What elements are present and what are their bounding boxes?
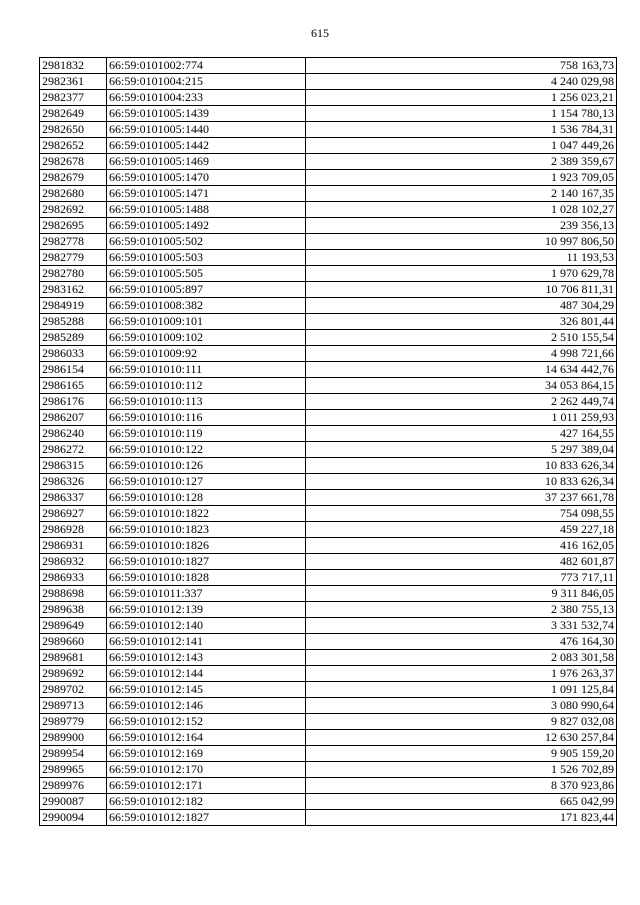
- object-id-cell: 2986165: [40, 378, 107, 394]
- cadastral-value-cell: 10 833 626,34: [306, 474, 617, 490]
- cadastral-number-cell: 66:59:0101010:126: [107, 458, 306, 474]
- table-row: [40, 154, 617, 170]
- table-row: [40, 330, 617, 346]
- cadastral-number-cell: 66:59:0101005:1469: [107, 154, 306, 170]
- object-id-cell: 2984919: [40, 298, 107, 314]
- cadastral-number-cell: 66:59:0101005:1440: [107, 122, 306, 138]
- cadastral-number-cell: 66:59:0101010:1823: [107, 522, 306, 538]
- table-row: [40, 378, 617, 394]
- table-row: [40, 362, 617, 378]
- cadastral-number-cell: 66:59:0101009:92: [107, 346, 306, 362]
- cadastral-value-cell: 476 164,30: [306, 634, 617, 650]
- table-row: [40, 506, 617, 522]
- cadastral-number-cell: 66:59:0101010:1828: [107, 570, 306, 586]
- object-id-cell: 2986240: [40, 426, 107, 442]
- cadastral-number-cell: 66:59:0101012:140: [107, 618, 306, 634]
- table-row: [40, 698, 617, 714]
- cadastral-number-cell: 66:59:0101005:897: [107, 282, 306, 298]
- cadastral-value-cell: 2 389 359,67: [306, 154, 617, 170]
- cadastral-number-cell: 66:59:0101008:382: [107, 298, 306, 314]
- table-row: [40, 618, 617, 634]
- table-body: [40, 58, 617, 826]
- cadastral-number-cell: 66:59:0101009:101: [107, 314, 306, 330]
- cadastral-value-cell: 11 193,53: [306, 250, 617, 266]
- object-id-cell: 2986927: [40, 506, 107, 522]
- cadastral-value-cell: 754 098,55: [306, 506, 617, 522]
- object-id-cell: 2986033: [40, 346, 107, 362]
- cadastral-number-cell: 66:59:0101010:1826: [107, 538, 306, 554]
- cadastral-number-cell: 66:59:0101005:503: [107, 250, 306, 266]
- cadastral-number-cell: 66:59:0101005:505: [107, 266, 306, 282]
- cadastral-value-cell: 2 380 755,13: [306, 602, 617, 618]
- table-row: [40, 170, 617, 186]
- table-row: [40, 554, 617, 570]
- cadastral-value-cell: 416 162,05: [306, 538, 617, 554]
- table-row: [40, 218, 617, 234]
- table-row: [40, 202, 617, 218]
- cadastral-number-cell: 66:59:0101012:1827: [107, 810, 306, 826]
- cadastral-value-cell: 9 827 032,08: [306, 714, 617, 730]
- table-row: [40, 298, 617, 314]
- cadastral-value-cell: 459 227,18: [306, 522, 617, 538]
- cadastral-value-cell: 37 237 661,78: [306, 490, 617, 506]
- cadastral-number-cell: 66:59:0101005:1471: [107, 186, 306, 202]
- table-row: [40, 186, 617, 202]
- cadastral-number-cell: 66:59:0101005:502: [107, 234, 306, 250]
- cadastral-value-cell: 2 083 301,58: [306, 650, 617, 666]
- table-row: [40, 90, 617, 106]
- cadastral-value-table: [39, 57, 617, 826]
- cadastral-number-cell: 66:59:0101012:146: [107, 698, 306, 714]
- table-row: [40, 730, 617, 746]
- object-id-cell: 2989692: [40, 666, 107, 682]
- table-row: [40, 570, 617, 586]
- cadastral-value-cell: 10 706 811,31: [306, 282, 617, 298]
- object-id-cell: 2985289: [40, 330, 107, 346]
- cadastral-value-cell: 1 970 629,78: [306, 266, 617, 282]
- object-id-cell: 2986933: [40, 570, 107, 586]
- cadastral-number-cell: 66:59:0101012:145: [107, 682, 306, 698]
- cadastral-value-cell: 4 998 721,66: [306, 346, 617, 362]
- object-id-cell: 2986932: [40, 554, 107, 570]
- cadastral-value-cell: 239 356,13: [306, 218, 617, 234]
- cadastral-number-cell: 66:59:0101012:171: [107, 778, 306, 794]
- object-id-cell: 2989954: [40, 746, 107, 762]
- table-row: [40, 266, 617, 282]
- object-id-cell: 2982778: [40, 234, 107, 250]
- object-id-cell: 2989702: [40, 682, 107, 698]
- table-row: [40, 762, 617, 778]
- table-row: [40, 58, 617, 74]
- cadastral-value-cell: 4 240 029,98: [306, 74, 617, 90]
- cadastral-value-cell: 34 053 864,15: [306, 378, 617, 394]
- object-id-cell: 2989713: [40, 698, 107, 714]
- cadastral-value-cell: 1 923 709,05: [306, 170, 617, 186]
- cadastral-number-cell: 66:59:0101010:1827: [107, 554, 306, 570]
- cadastral-value-cell: 773 717,11: [306, 570, 617, 586]
- object-id-cell: 2989900: [40, 730, 107, 746]
- table-row: [40, 314, 617, 330]
- table-row: [40, 282, 617, 298]
- cadastral-value-cell: 1 154 780,13: [306, 106, 617, 122]
- cadastral-number-cell: 66:59:0101010:128: [107, 490, 306, 506]
- object-id-cell: 2986315: [40, 458, 107, 474]
- object-id-cell: 2986154: [40, 362, 107, 378]
- object-id-cell: 2982692: [40, 202, 107, 218]
- cadastral-value-cell: 14 634 442,76: [306, 362, 617, 378]
- cadastral-number-cell: 66:59:0101005:1439: [107, 106, 306, 122]
- table-row: [40, 394, 617, 410]
- cadastral-value-cell: 1 028 102,27: [306, 202, 617, 218]
- cadastral-value-cell: 10 833 626,34: [306, 458, 617, 474]
- object-id-cell: 2982361: [40, 74, 107, 90]
- table-row: [40, 522, 617, 538]
- cadastral-number-cell: 66:59:0101005:1442: [107, 138, 306, 154]
- object-id-cell: 2989649: [40, 618, 107, 634]
- cadastral-value-cell: 1 091 125,84: [306, 682, 617, 698]
- table-row: [40, 538, 617, 554]
- table-row: [40, 458, 617, 474]
- cadastral-number-cell: 66:59:0101010:111: [107, 362, 306, 378]
- cadastral-value-cell: 758 163,73: [306, 58, 617, 74]
- cadastral-number-cell: 66:59:0101005:1492: [107, 218, 306, 234]
- cadastral-value-cell: 2 262 449,74: [306, 394, 617, 410]
- page-number: 615: [311, 26, 329, 40]
- cadastral-value-cell: 1 536 784,31: [306, 122, 617, 138]
- object-id-cell: 2985288: [40, 314, 107, 330]
- object-id-cell: 2982650: [40, 122, 107, 138]
- cadastral-value-cell: 1 526 702,89: [306, 762, 617, 778]
- cadastral-value-cell: 1 256 023,21: [306, 90, 617, 106]
- table-row: [40, 682, 617, 698]
- cadastral-value-cell: 10 997 806,50: [306, 234, 617, 250]
- cadastral-value-cell: 482 601,87: [306, 554, 617, 570]
- table-row: [40, 234, 617, 250]
- cadastral-number-cell: 66:59:0101012:152: [107, 714, 306, 730]
- cadastral-value-cell: 326 801,44: [306, 314, 617, 330]
- table-row: [40, 602, 617, 618]
- cadastral-value-cell: 1 011 259,93: [306, 410, 617, 426]
- cadastral-number-cell: 66:59:0101005:1488: [107, 202, 306, 218]
- table-row: [40, 106, 617, 122]
- table-row: [40, 586, 617, 602]
- table-row: [40, 122, 617, 138]
- object-id-cell: 2986207: [40, 410, 107, 426]
- cadastral-number-cell: 66:59:0101011:337: [107, 586, 306, 602]
- cadastral-value-cell: 3 080 990,64: [306, 698, 617, 714]
- table-row: [40, 746, 617, 762]
- cadastral-number-cell: 66:59:0101012:141: [107, 634, 306, 650]
- object-id-cell: 2982649: [40, 106, 107, 122]
- cadastral-value-cell: 12 630 257,84: [306, 730, 617, 746]
- cadastral-number-cell: 66:59:0101012:164: [107, 730, 306, 746]
- object-id-cell: 2989638: [40, 602, 107, 618]
- object-id-cell: 2986928: [40, 522, 107, 538]
- cadastral-value-cell: 2 140 167,35: [306, 186, 617, 202]
- cadastral-number-cell: 66:59:0101002:774: [107, 58, 306, 74]
- cadastral-number-cell: 66:59:0101010:127: [107, 474, 306, 490]
- cadastral-number-cell: 66:59:0101010:112: [107, 378, 306, 394]
- object-id-cell: 2986931: [40, 538, 107, 554]
- object-id-cell: 2986176: [40, 394, 107, 410]
- cadastral-value-cell: 9 311 846,05: [306, 586, 617, 602]
- object-id-cell: 2986272: [40, 442, 107, 458]
- table-row: [40, 666, 617, 682]
- object-id-cell: 2986337: [40, 490, 107, 506]
- cadastral-number-cell: 66:59:0101010:119: [107, 426, 306, 442]
- object-id-cell: 2990087: [40, 794, 107, 810]
- object-id-cell: 2982377: [40, 90, 107, 106]
- table-row: [40, 490, 617, 506]
- cadastral-value-cell: 3 331 532,74: [306, 618, 617, 634]
- table-row: [40, 442, 617, 458]
- cadastral-value-cell: 8 370 923,86: [306, 778, 617, 794]
- object-id-cell: 2989965: [40, 762, 107, 778]
- table-row: [40, 778, 617, 794]
- object-id-cell: 2986326: [40, 474, 107, 490]
- object-id-cell: 2982652: [40, 138, 107, 154]
- cadastral-number-cell: 66:59:0101012:170: [107, 762, 306, 778]
- cadastral-number-cell: 66:59:0101010:1822: [107, 506, 306, 522]
- cadastral-number-cell: 66:59:0101004:233: [107, 90, 306, 106]
- table-row: [40, 250, 617, 266]
- object-id-cell: 2989779: [40, 714, 107, 730]
- table-row: [40, 634, 617, 650]
- table-row: [40, 650, 617, 666]
- cadastral-value-cell: 5 297 389,04: [306, 442, 617, 458]
- table-row: [40, 138, 617, 154]
- cadastral-value-cell: 487 304,29: [306, 298, 617, 314]
- cadastral-number-cell: 66:59:0101012:143: [107, 650, 306, 666]
- cadastral-number-cell: 66:59:0101005:1470: [107, 170, 306, 186]
- object-id-cell: 2982680: [40, 186, 107, 202]
- cadastral-number-cell: 66:59:0101010:116: [107, 410, 306, 426]
- cadastral-number-cell: 66:59:0101012:182: [107, 794, 306, 810]
- table-row: [40, 714, 617, 730]
- object-id-cell: 2990094: [40, 810, 107, 826]
- object-id-cell: 2988698: [40, 586, 107, 602]
- cadastral-value-cell: 427 164,55: [306, 426, 617, 442]
- table-row: [40, 74, 617, 90]
- object-id-cell: 2989976: [40, 778, 107, 794]
- object-id-cell: 2982678: [40, 154, 107, 170]
- object-id-cell: 2982779: [40, 250, 107, 266]
- cadastral-value-cell: 9 905 159,20: [306, 746, 617, 762]
- cadastral-number-cell: 66:59:0101012:144: [107, 666, 306, 682]
- object-id-cell: 2989681: [40, 650, 107, 666]
- table-row: [40, 410, 617, 426]
- cadastral-number-cell: 66:59:0101012:169: [107, 746, 306, 762]
- cadastral-value-cell: 1 976 263,37: [306, 666, 617, 682]
- cadastral-number-cell: 66:59:0101004:215: [107, 74, 306, 90]
- object-id-cell: 2982679: [40, 170, 107, 186]
- cadastral-value-cell: 1 047 449,26: [306, 138, 617, 154]
- object-id-cell: 2982695: [40, 218, 107, 234]
- cadastral-number-cell: 66:59:0101012:139: [107, 602, 306, 618]
- table-row: [40, 810, 617, 826]
- cadastral-number-cell: 66:59:0101010:113: [107, 394, 306, 410]
- cadastral-number-cell: 66:59:0101009:102: [107, 330, 306, 346]
- object-id-cell: 2983162: [40, 282, 107, 298]
- cadastral-value-cell: 665 042,99: [306, 794, 617, 810]
- cadastral-value-cell: 2 510 155,54: [306, 330, 617, 346]
- cadastral-value-cell: 171 823,44: [306, 810, 617, 826]
- object-id-cell: 2989660: [40, 634, 107, 650]
- table-row: [40, 474, 617, 490]
- object-id-cell: 2982780: [40, 266, 107, 282]
- table-row: [40, 346, 617, 362]
- table-row: [40, 794, 617, 810]
- cadastral-number-cell: 66:59:0101010:122: [107, 442, 306, 458]
- table-row: [40, 426, 617, 442]
- object-id-cell: 2981832: [40, 58, 107, 74]
